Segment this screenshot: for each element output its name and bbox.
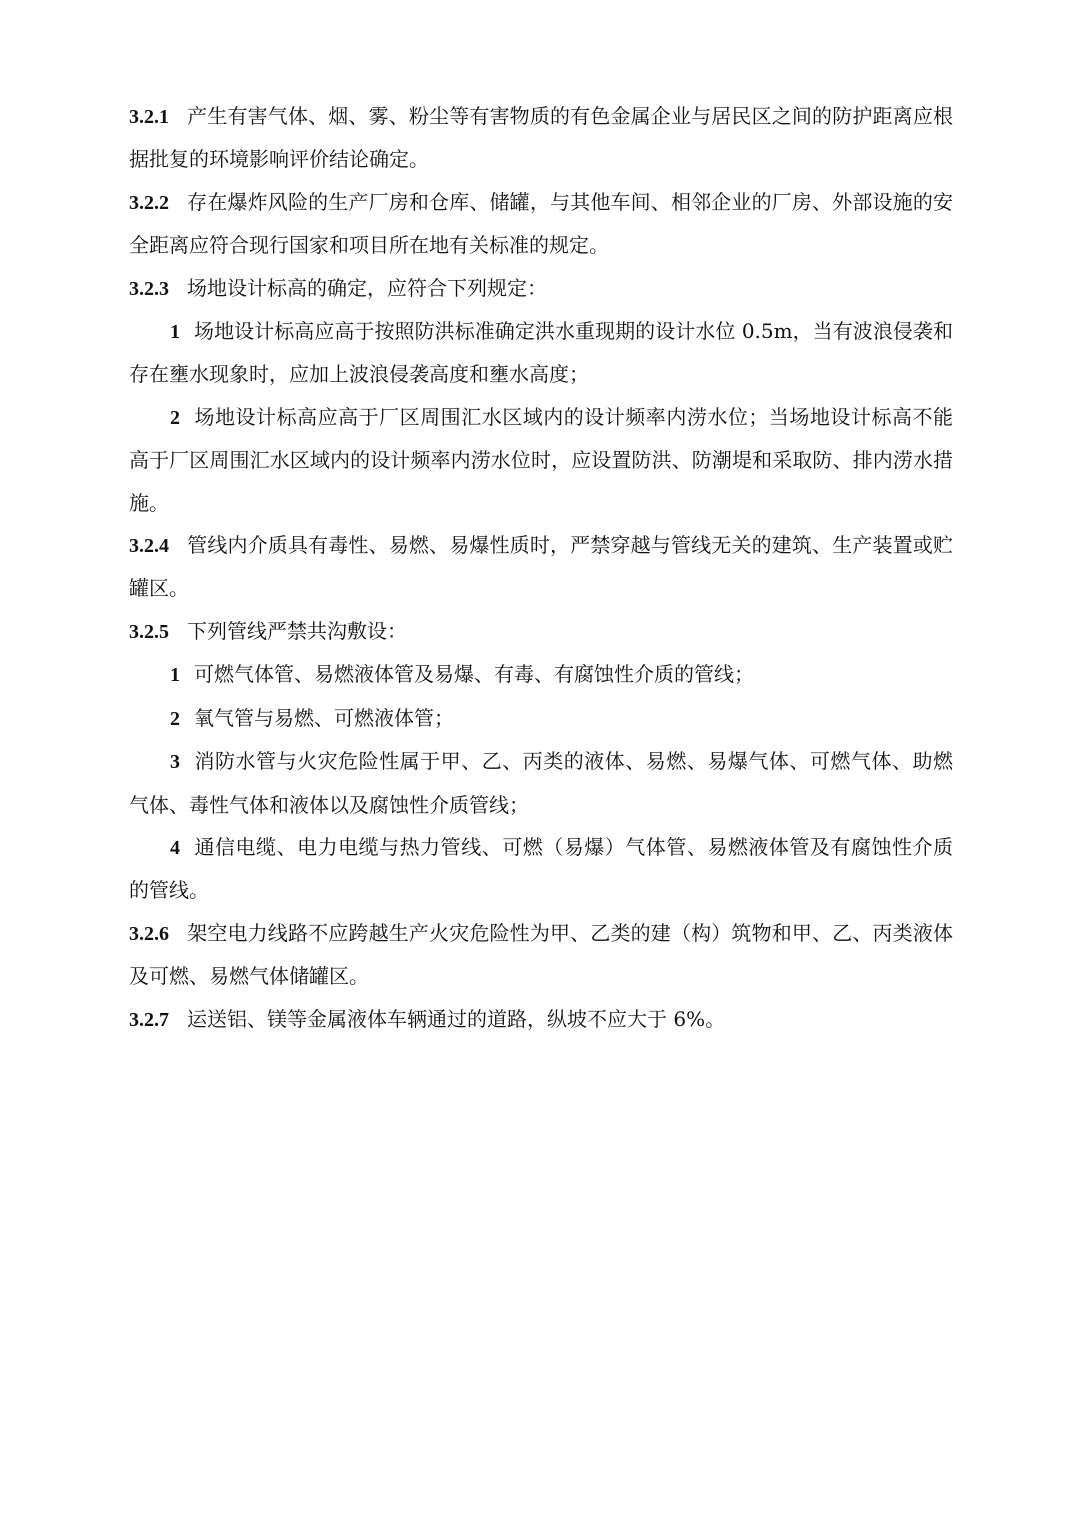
item-number: 2 [170,406,180,429]
clause-text: 管线内介质具有毒性、易燃、易爆性质时，严禁穿越与管线无关的建筑、生产装置或贮罐区。 [129,533,953,601]
clause-3-2-5-item-4 [129,826,953,912]
clause-text: 存在爆炸风险的生产厂房和仓库、储罐，与其他车间、相邻企业的厂房、外部设施的安全距离应符合现行国家和项目所在地有关标准的规定。 [129,189,953,258]
clause-3-2-4 [129,524,953,610]
clause-3-2-3-item-1 [129,310,953,396]
item-number: 1 [170,321,180,344]
item-text: 场地设计标高应高于厂区周围汇水区域内的设计频率内涝水位；当场地设计标高不能高于厂区周围汇水区域内的设计频率内涝水位时，应设置防洪、防潮堤和采取防、排内涝水措施。 [129,404,953,515]
item-text: 消防水管与火灾危险性属于甲、乙、丙类的液体、易燃、易爆气体、可燃气体、助燃气体、毒性气体和液体以及腐蚀性介质管线； [129,749,953,817]
clause-number: 3.2.2 [129,191,169,214]
item-text: 氧气管与易燃、可燃液体管； [194,705,454,730]
clause-3-2-1 [129,95,953,181]
clause-text: 场地设计标高的确定，应符合下列规定： [187,275,547,300]
item-number: 2 [170,707,180,730]
clause-3-2-7 [129,998,953,1041]
clause-3-2-5-item-1 [129,653,953,696]
item-text: 可燃气体管、易燃液体管及易爆、有毒、有腐蚀性介质的管线； [194,662,754,687]
item-text: 场地设计标高应高于按照防洪标准确定洪水重现期的设计水位 0.5m，当有波浪侵袭和存在壅水现象时，应加上波浪侵袭高度和壅水高度； [129,319,953,387]
clause-text: 产生有害气体、烟、雾、粉尘等有害物质的有色金属企业与居民区之间的防护距离应根据批复的环境影响评价结论确定。 [129,104,953,172]
document-page [129,95,953,1041]
clause-3-2-6 [129,912,953,998]
clause-number: 3.2.3 [129,277,169,300]
clause-3-2-2 [129,181,953,267]
item-text: 通信电缆、电力电缆与热力管线、可燃（易爆）气体管、易燃液体管及有腐蚀性介质的管线。 [129,834,953,903]
clause-number: 3.2.5 [129,620,169,643]
clause-number: 3.2.1 [129,106,169,128]
item-number: 4 [170,836,180,859]
clause-3-2-3-item-2 [129,396,953,524]
clause-text: 下列管线严禁共沟敷设： [187,618,407,643]
clause-text: 架空电力线路不应跨越生产火灾危险性为甲、乙类的建（构）筑物和甲、乙、丙类液体及可燃、易燃气体储罐区。 [129,920,953,989]
clause-3-2-5 [129,610,953,653]
clause-number: 3.2.4 [129,535,169,558]
item-number: 3 [170,751,180,774]
clause-number: 3.2.6 [129,922,169,945]
clause-text: 运送铝、镁等金属液体车辆通过的道路，纵坡不应大于 6%。 [187,1006,726,1031]
clause-3-2-5-item-2 [129,697,953,740]
clause-3-2-3 [129,267,953,310]
item-number: 1 [170,664,180,687]
clause-number: 3.2.7 [129,1008,169,1031]
clause-3-2-5-item-3 [129,740,953,826]
